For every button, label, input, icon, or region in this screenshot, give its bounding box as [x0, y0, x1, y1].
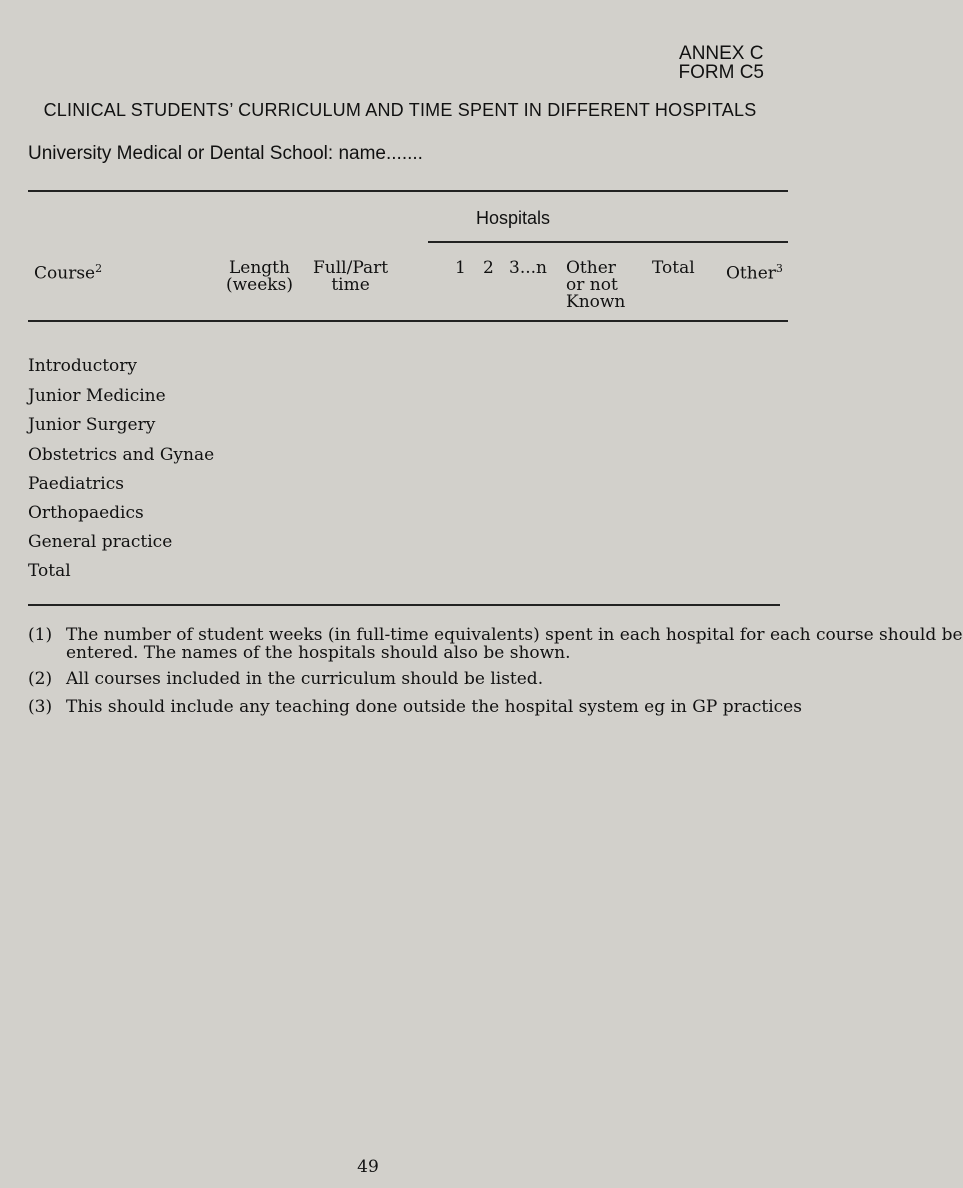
- table-top-rule: [28, 190, 788, 192]
- column-header-other-not-known: [566, 260, 625, 311]
- length-label-line1: Length: [229, 258, 290, 278]
- column-header-length: [226, 260, 293, 294]
- annex-label: [679, 44, 765, 82]
- footnote-1-continuation: entered. The names of the hospitals should also be shown.: [66, 643, 571, 663]
- hospitals-group-header: Hospitals: [476, 208, 551, 228]
- table-row: Introductory: [28, 356, 138, 376]
- footnote-1: [28, 625, 963, 645]
- table-row: Orthopaedics: [28, 503, 144, 523]
- footnote-3: [28, 697, 802, 717]
- footnote-number: (3): [28, 697, 53, 717]
- fullpart-label-line1: Full/Part: [313, 258, 389, 278]
- hospitals-group-rule: [428, 241, 788, 243]
- course-label: Course: [34, 263, 96, 284]
- other2-label: Other: [726, 263, 776, 284]
- column-header-hospital-2: 2: [483, 258, 494, 278]
- footnote-text: The number of student weeks (in full-time equivalents) spent in each hospital for each course should be: [66, 625, 963, 645]
- footnote-text: This should include any teaching done outside the hospital system eg in GP practices: [66, 697, 802, 717]
- footnote-text: All courses included in the curriculum should be listed.: [66, 669, 544, 689]
- column-header-hospital-n: 3...n: [509, 258, 547, 278]
- other-label-line3: Known: [566, 292, 626, 312]
- footnote-2: [28, 669, 543, 689]
- course-footnote-ref: 2: [95, 262, 103, 275]
- other-label-line2: or not: [566, 275, 618, 295]
- table-row: General practice: [28, 532, 173, 552]
- page-title: CLINICAL STUDENTS’ CURRICULUM AND TIME SPENT IN DIFFERENT HOSPITALS: [43, 100, 757, 120]
- footnote-number: (2): [28, 669, 53, 689]
- table-row-total: Total: [28, 561, 71, 581]
- annex-text: ANNEX C: [679, 43, 764, 64]
- column-header-full-part-time: [313, 260, 388, 294]
- other2-footnote-ref: 3: [775, 262, 783, 275]
- column-header-course: [34, 260, 102, 283]
- table-row: Obstetrics and Gynae: [28, 445, 215, 465]
- table-row: Paediatrics: [28, 474, 124, 494]
- column-header-total: Total: [652, 258, 695, 278]
- other-label-line1: Other: [566, 258, 616, 278]
- footnote-number: (1): [28, 625, 53, 645]
- table-bottom-rule: [28, 604, 780, 606]
- fullpart-label-line2: time: [331, 275, 370, 295]
- form-text: FORM C5: [678, 62, 764, 83]
- column-header-other: [726, 260, 783, 283]
- school-name-line: University Medical or Dental School: name.......: [28, 143, 423, 164]
- page-number: 49: [357, 1157, 379, 1177]
- length-label-line2: (weeks): [226, 275, 293, 295]
- table-row: Junior Surgery: [28, 415, 156, 435]
- column-header-hospital-1: 1: [455, 258, 466, 278]
- table-row: Junior Medicine: [28, 386, 166, 406]
- column-header-rule: [28, 320, 788, 322]
